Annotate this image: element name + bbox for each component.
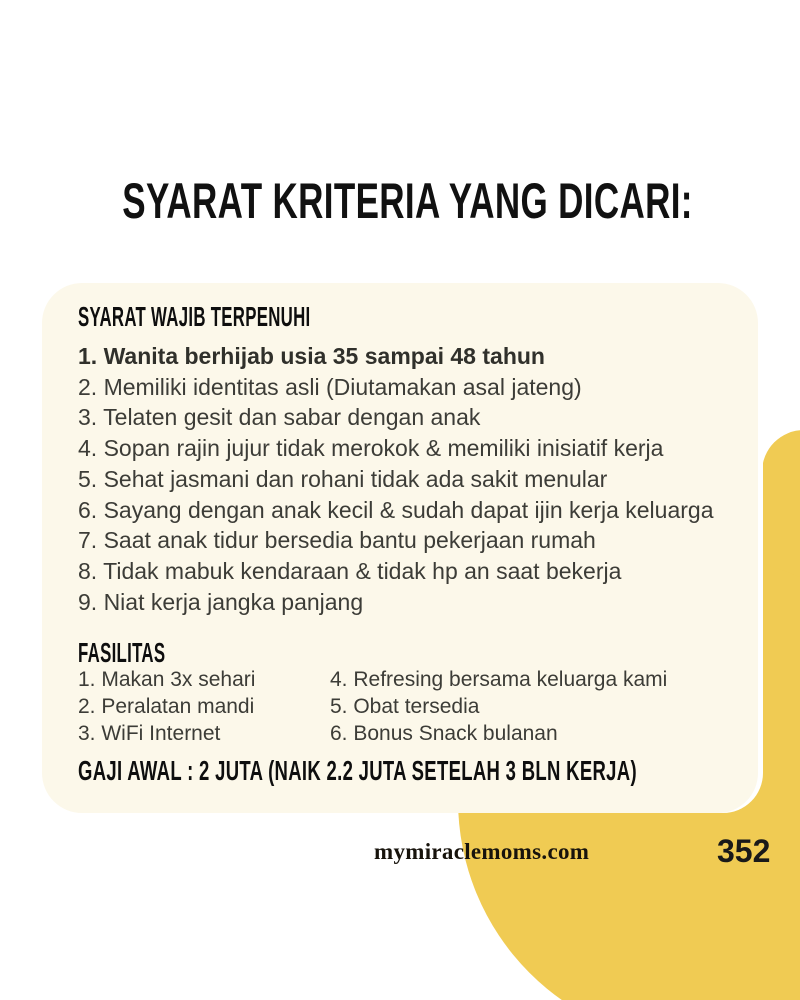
page-number: 352 xyxy=(717,833,771,869)
requirement-item: 3. Telaten gesit dan sabar dengan anak xyxy=(78,404,481,431)
requirement-item: 5. Sehat jasmani dan rohani tidak ada sakit menular xyxy=(78,465,608,492)
facilities-list xyxy=(78,667,748,748)
requirement-item: 1. Wanita berhijab usia 35 sampai 48 tahun xyxy=(78,343,545,369)
requirement-item: 4. Sopan rajin jujur tidak merokok & memiliki inisiatif kerja xyxy=(78,435,664,462)
requirements-list xyxy=(78,341,748,617)
salary-line: GAJI AWAL : 2 JUTA (NAIK 2.2 JUTA SETELAH 3 BLN KERJA) xyxy=(78,755,637,786)
facility-item: 2. Peralatan mandi xyxy=(78,694,255,718)
requirement-item: 8. Tidak mabuk kendaraan & tidak hp an saat bekerja xyxy=(78,557,622,584)
page-title xyxy=(0,173,800,229)
requirements-card xyxy=(42,283,758,813)
facility-item: 5. Obat tersedia xyxy=(330,694,480,718)
page-title-text: SYARAT KRITERIA YANG DICARI: xyxy=(122,173,693,229)
facility-item: 1. Makan 3x sehari xyxy=(78,668,256,691)
requirement-item: 2. Memiliki identitas asli (Diutamakan asal jateng) xyxy=(78,373,582,400)
website-text: mymiraclemoms.com xyxy=(374,839,590,864)
requirement-item: 7. Saat anak tidur bersedia bantu pekerjaan rumah xyxy=(78,527,596,554)
requirement-item: 9. Niat kerja jangka panjang xyxy=(78,588,364,615)
facility-item: 6. Bonus Snack bulanan xyxy=(330,721,558,745)
requirements-heading: SYARAT WAJIB TERPENUHI xyxy=(78,301,311,332)
facilities-heading: FASILITAS xyxy=(78,637,166,668)
requirement-item: 6. Sayang dengan anak kecil & sudah dapat ijin kerja keluarga xyxy=(78,496,714,523)
facility-item: 3. WiFi Internet xyxy=(78,721,221,745)
facility-item: 4. Refresing bersama keluarga kami xyxy=(330,668,668,691)
